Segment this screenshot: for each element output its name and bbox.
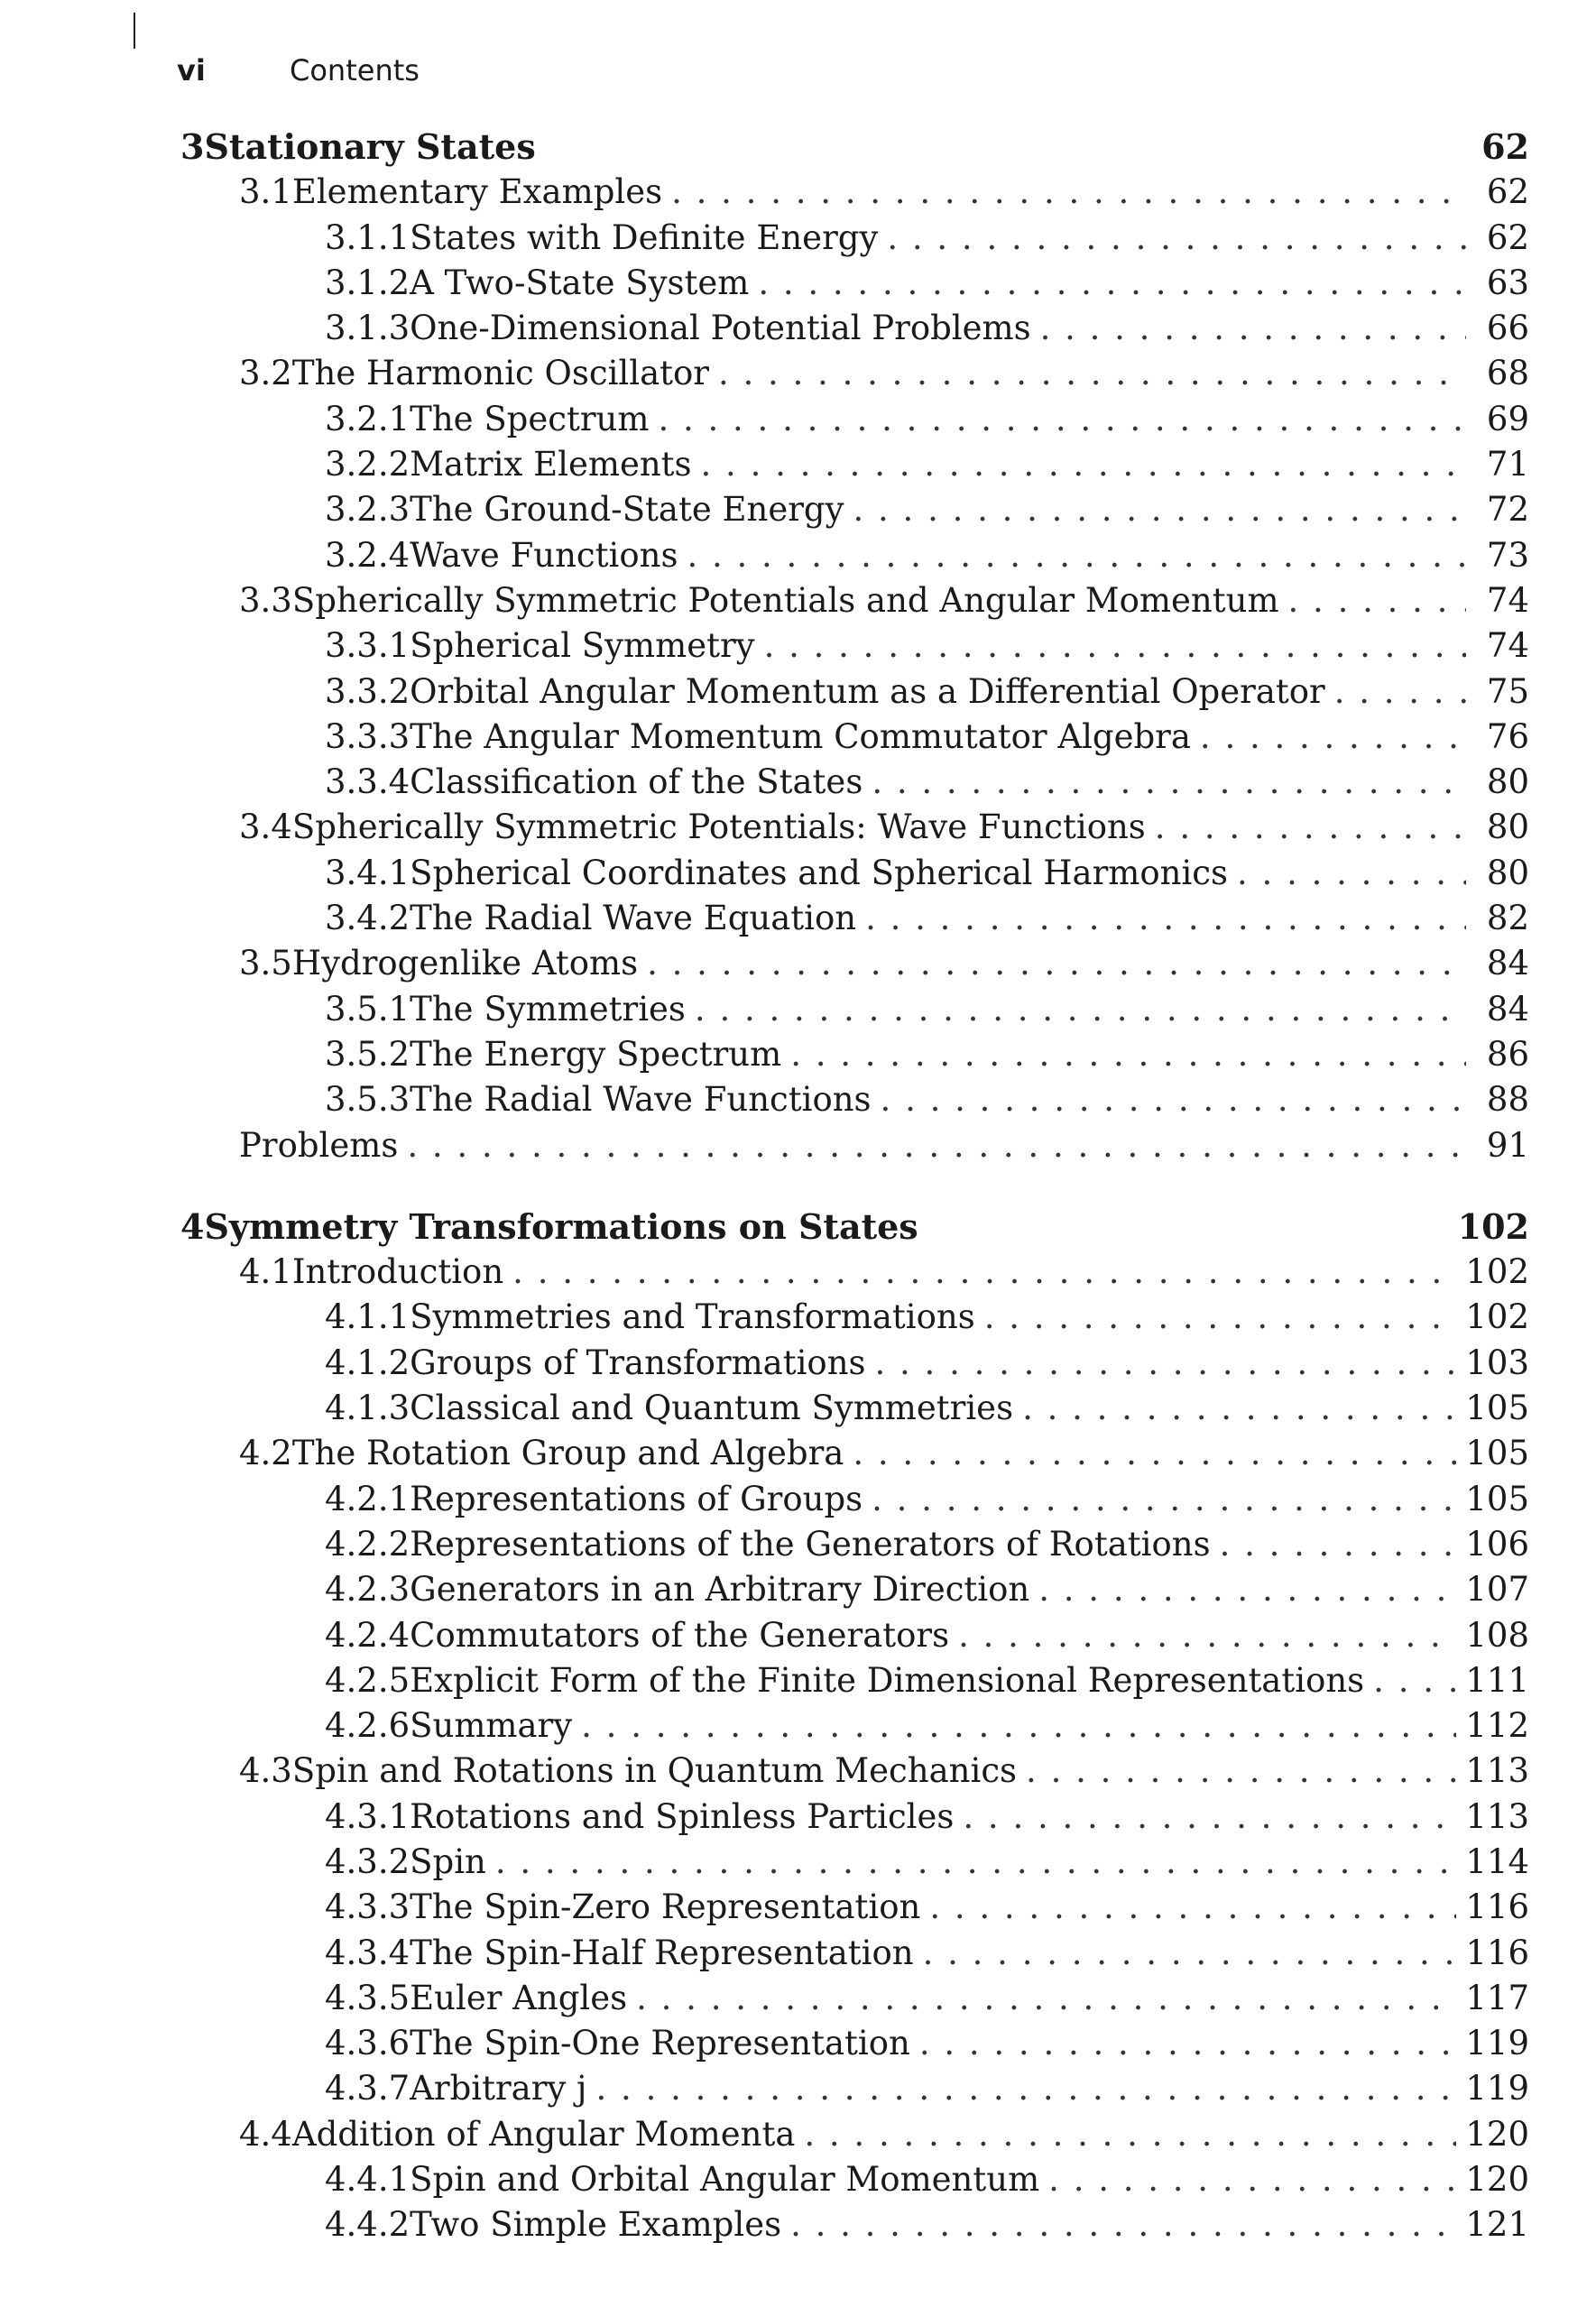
toc-entry-title: Two Simple Examples — [410, 2205, 782, 2245]
toc-entry-title: Explicit Form of the Finite Dimensional Representations — [410, 1660, 1365, 1700]
dot-leader — [872, 760, 1466, 805]
toc-entry-page: 86 — [1486, 1034, 1529, 1074]
dot-leader — [1200, 715, 1466, 760]
toc-entry-section[interactable] — [180, 170, 1529, 215]
dot-leader — [1048, 2157, 1456, 2202]
toc-entry-subsection[interactable] — [180, 306, 1529, 351]
toc-entry-subsection[interactable] — [180, 851, 1529, 896]
dot-leader — [647, 941, 1466, 986]
toc-entry-title: Rotations and Spinless Particles — [410, 1796, 955, 1836]
toc-entry-number: 3.3.1 — [325, 626, 411, 666]
dot-leader — [929, 1885, 1456, 1930]
toc-entry-subsection[interactable] — [180, 1522, 1529, 1567]
toc-entry-number: 4.1 — [239, 1252, 292, 1292]
toc-entry-subsection[interactable] — [180, 2157, 1529, 2202]
toc-entry-number: 4.3.6 — [325, 2024, 411, 2063]
toc-entry-page: 116 — [1465, 1887, 1529, 1927]
toc-entry-page: 62 — [1486, 217, 1529, 257]
toc-entry-title: A Two-State System — [410, 263, 750, 302]
toc-entry-subsection[interactable] — [180, 1032, 1529, 1077]
toc-entry-number: 4.3.4 — [325, 1933, 411, 1972]
toc-entry-title: Addition of Angular Momenta — [291, 2114, 796, 2154]
dot-leader — [875, 1341, 1457, 1386]
toc-entry-number: 3.3.2 — [325, 671, 411, 711]
toc-entry-subsection[interactable] — [180, 397, 1529, 442]
toc-entry-subsection[interactable] — [180, 1386, 1529, 1431]
toc-entry-number: 4.1.1 — [325, 1297, 411, 1337]
toc-entry-number: 4.3 — [239, 1751, 292, 1791]
toc-entry-page: 121 — [1465, 2205, 1529, 2245]
toc-entry-page: 106 — [1465, 1524, 1529, 1564]
toc-entry-page: 111 — [1465, 1660, 1529, 1700]
dot-leader — [407, 1123, 1466, 1168]
toc-entry-title: The Ground-State Energy — [410, 490, 844, 530]
toc-entry-title: Representations of the Generators of Rotations — [410, 1524, 1211, 1564]
toc-entry-title: The Radial Wave Functions — [410, 1080, 872, 1120]
toc-entry-subsection[interactable] — [180, 1840, 1529, 1885]
toc-entry-number: 3.1 — [239, 172, 292, 212]
dot-leader — [804, 2112, 1456, 2157]
toc-entry-title: Spherically Symmetric Potentials and Angular Momentum — [291, 580, 1279, 620]
toc-entry-subsection[interactable] — [180, 1976, 1529, 2021]
toc-entry-subsection[interactable] — [180, 987, 1529, 1032]
toc-entry-title: Summary — [410, 1706, 573, 1746]
toc-entry-number: 3.3.4 — [325, 762, 411, 802]
toc-entry-subsection[interactable] — [180, 896, 1529, 941]
toc-entry-number: 3.2 — [239, 354, 292, 393]
toc-entry-subsection[interactable] — [180, 669, 1529, 715]
toc-entry-number: 3.2.3 — [325, 490, 411, 530]
toc-entry-title: Hydrogenlike Atoms — [291, 944, 639, 983]
dot-leader — [872, 1477, 1456, 1522]
toc-entry-title: The Spin-Zero Representation — [410, 1887, 921, 1927]
toc-entry-number: 3 — [180, 126, 205, 167]
toc-entry-section[interactable] — [180, 941, 1529, 986]
toc-entry-subsection[interactable] — [180, 623, 1529, 669]
toc-entry-page: 119 — [1465, 2069, 1529, 2109]
toc-entry-title: Spin and Rotations in Quantum Mechanics — [291, 1751, 1018, 1791]
toc-entry-page: 73 — [1486, 535, 1529, 575]
toc-entry-number: 4.3.7 — [325, 2069, 411, 2109]
toc-entry-title: The Angular Momentum Commutator Algebra — [410, 716, 1191, 756]
toc-entry-number: 3.5.1 — [325, 989, 411, 1029]
dot-leader — [984, 1295, 1457, 1340]
toc-entry-subsection[interactable] — [180, 487, 1529, 532]
toc-entry-number: 3.3.3 — [325, 716, 411, 756]
dot-leader — [1155, 805, 1466, 850]
toc-entry-title: The Spectrum — [410, 399, 650, 438]
toc-entry-page: 72 — [1486, 490, 1529, 530]
toc-entry-section[interactable] — [180, 805, 1529, 850]
toc-entry-title: The Rotation Group and Algebra — [291, 1434, 844, 1473]
toc-entry-page: 71 — [1486, 445, 1529, 484]
toc-entry-subsection[interactable] — [180, 2021, 1529, 2066]
toc-entry-page: 68 — [1486, 354, 1529, 393]
toc-entry-subsection[interactable] — [180, 1658, 1529, 1703]
dot-leader — [581, 1703, 1456, 1749]
toc-entry-title: Stationary States — [204, 126, 536, 167]
toc-entry-page: 102 — [1465, 1252, 1529, 1292]
toc-entry-page: 80 — [1486, 807, 1529, 847]
toc-entry-title: Generators in an Arbitrary Direction — [410, 1570, 1030, 1610]
toc-entry-title: Matrix Elements — [410, 445, 692, 484]
toc-entry-title: One-Dimensional Potential Problems — [410, 309, 1031, 348]
toc-entry-title: Spin — [410, 1841, 486, 1881]
toc-entry-section[interactable] — [180, 1431, 1529, 1476]
toc-entry-page: 76 — [1486, 716, 1529, 756]
dot-leader — [695, 987, 1466, 1032]
dot-leader — [963, 1795, 1456, 1840]
toc-entry-title: Groups of Transformations — [410, 1343, 866, 1382]
toc-entry-number: 3.4 — [239, 807, 292, 847]
toc-entry-page: 105 — [1465, 1434, 1529, 1473]
dot-leader — [764, 623, 1466, 669]
toc-entry-number: 3.3 — [239, 580, 292, 620]
toc-entry-number: 4.3.2 — [325, 1841, 411, 1881]
toc-entry-number: 3.1.2 — [325, 263, 411, 302]
toc-entry-title: Elementary Examples — [291, 172, 663, 212]
dot-leader — [758, 261, 1466, 306]
toc-entry-page: 102 — [1465, 1297, 1529, 1337]
toc-entry-title: The Spin-One Representation — [410, 2024, 910, 2063]
dot-leader — [1373, 1658, 1456, 1703]
toc-entry-title: The Harmonic Oscillator — [291, 354, 709, 393]
toc-entry-title: Spherical Symmetry — [410, 626, 755, 666]
toc-entry-page: 74 — [1486, 626, 1529, 666]
toc-entry-page: 114 — [1465, 1841, 1529, 1881]
toc-entry-problems[interactable] — [180, 1123, 1529, 1168]
toc-entry-subsection[interactable] — [180, 261, 1529, 306]
toc-entry-subsection[interactable] — [180, 1931, 1529, 1976]
toc-entry-subsection[interactable] — [180, 442, 1529, 487]
dot-leader — [718, 351, 1466, 396]
toc-entry-title: The Radial Wave Equation — [410, 899, 857, 938]
toc-entry-subsection[interactable] — [180, 1477, 1529, 1522]
toc-entry-title: The Energy Spectrum — [410, 1034, 782, 1074]
toc-entry-page: 84 — [1486, 989, 1529, 1029]
toc-entry-title: Problems — [239, 1125, 399, 1165]
toc-entry-number: 4.4.2 — [325, 2205, 411, 2245]
toc-entry-number: 3.1.1 — [325, 217, 411, 257]
toc-entry-number: 4.2 — [239, 1434, 292, 1473]
toc-entry-page: 120 — [1465, 2160, 1529, 2200]
header-page-number: vi — [177, 53, 206, 88]
toc-entry-number: 3.4.2 — [325, 899, 411, 938]
toc-entry-subsection[interactable] — [180, 1613, 1529, 1658]
margin-mark — [134, 13, 135, 49]
toc-entry-title: Wave Functions — [410, 535, 678, 575]
toc-entry-chapter[interactable] — [180, 125, 1529, 170]
toc-entry-title: Classical and Quantum Symmetries — [410, 1389, 1014, 1428]
toc-entry-page: 105 — [1465, 1479, 1529, 1518]
toc-entry-page: 112 — [1465, 1706, 1529, 1746]
toc-entry-page: 75 — [1486, 671, 1529, 711]
toc-entry-title: Euler Angles — [410, 1978, 628, 2017]
toc-entry-page: 80 — [1486, 762, 1529, 802]
dot-leader — [923, 1931, 1457, 1976]
dot-leader — [790, 1032, 1466, 1077]
toc-entry-subsection[interactable] — [180, 2202, 1529, 2247]
toc-entry-number: 4.2.1 — [325, 1479, 411, 1518]
toc-entry-section[interactable] — [180, 1250, 1529, 1295]
toc-entry-page: 62 — [1486, 172, 1529, 212]
toc-entry-number: 3.5.2 — [325, 1034, 411, 1074]
toc-entry-title: Spherically Symmetric Potentials: Wave Functions — [291, 807, 1146, 847]
toc-entry-title: Commutators of the Generators — [410, 1615, 950, 1655]
dot-leader — [919, 2021, 1457, 2066]
dot-leader — [512, 1250, 1456, 1295]
toc-entry-number: 4.2.5 — [325, 1660, 411, 1700]
dot-leader — [881, 1077, 1466, 1122]
dot-leader — [887, 216, 1466, 261]
dot-leader — [790, 2202, 1456, 2247]
toc-entry-page: 74 — [1486, 580, 1529, 620]
toc-entry-number: 4.2.3 — [325, 1570, 411, 1610]
toc-entry-page: 120 — [1465, 2114, 1529, 2154]
toc-entry-subsection[interactable] — [180, 216, 1529, 261]
dot-leader — [1334, 669, 1466, 715]
toc-entry-number: 4 — [180, 1205, 205, 1247]
toc-entry-page: 113 — [1465, 1751, 1529, 1791]
toc-entry-section[interactable] — [180, 578, 1529, 623]
toc-entry-title: Symmetry Transformations on States — [204, 1205, 918, 1247]
toc-entry-title: Introduction — [291, 1252, 504, 1292]
toc-entry-page: 84 — [1486, 944, 1529, 983]
toc-entry-page: 103 — [1465, 1343, 1529, 1382]
toc-entry-page: 69 — [1486, 399, 1529, 438]
toc-entry-subsection[interactable] — [180, 1703, 1529, 1749]
toc-entry-number: 4.3.1 — [325, 1796, 411, 1836]
toc-entry-page: 88 — [1486, 1080, 1529, 1120]
toc-entry-subsection[interactable] — [180, 533, 1529, 578]
toc-entry-page: 108 — [1465, 1615, 1529, 1655]
toc-entry-subsection[interactable] — [180, 715, 1529, 760]
toc-entry-title: Representations of Groups — [410, 1479, 863, 1518]
toc-entry-section[interactable] — [180, 1749, 1529, 1794]
table-of-contents — [180, 125, 1529, 2248]
toc-entry-number: 4.2.6 — [325, 1706, 411, 1746]
toc-entry-subsection[interactable] — [180, 1567, 1529, 1612]
toc-entry-page: 91 — [1486, 1125, 1529, 1165]
toc-entry-title: The Symmetries — [410, 989, 686, 1029]
toc-entry-subsection[interactable] — [180, 1295, 1529, 1340]
dot-leader — [495, 1840, 1457, 1885]
toc-entry-number: 4.4 — [239, 2114, 292, 2154]
dot-leader — [1040, 306, 1466, 351]
dot-leader — [1288, 578, 1466, 623]
dot-leader — [701, 442, 1466, 487]
toc-entry-subsection[interactable] — [180, 1795, 1529, 1840]
toc-entry-number: 3.2.4 — [325, 535, 411, 575]
header-title: Contents — [290, 53, 420, 88]
toc-entry-page: 119 — [1465, 2024, 1529, 2063]
toc-entry-number: 3.5.3 — [325, 1080, 411, 1120]
toc-entry-page: 66 — [1486, 309, 1529, 348]
toc-entry-page: 117 — [1465, 1978, 1529, 2017]
toc-entry-title: Arbitrary j — [410, 2069, 587, 2109]
toc-entry-title: Spherical Coordinates and Spherical Harmonics — [410, 853, 1229, 892]
toc-entry-number: 4.3.5 — [325, 1978, 411, 2017]
dot-leader — [865, 896, 1466, 941]
toc-entry-number: 3.2.2 — [325, 445, 411, 484]
toc-entry-number: 4.2.4 — [325, 1615, 411, 1655]
dot-leader — [1038, 1567, 1456, 1612]
toc-entry-title: Classification of the States — [410, 762, 863, 802]
toc-entry-title: Spin and Orbital Angular Momentum — [410, 2160, 1040, 2200]
dot-leader — [1022, 1386, 1456, 1431]
toc-entry-subsection[interactable] — [180, 1077, 1529, 1122]
toc-entry-page: 105 — [1465, 1389, 1529, 1428]
dot-leader — [687, 533, 1466, 578]
toc-entry-number: 3.4.1 — [325, 853, 411, 892]
dot-leader — [671, 170, 1466, 215]
dot-leader — [853, 1431, 1456, 1476]
dot-leader — [596, 2066, 1457, 2111]
toc-entry-number: 4.4.1 — [325, 2160, 411, 2200]
toc-entry-subsection[interactable] — [180, 760, 1529, 805]
running-header — [177, 52, 420, 88]
toc-entry-subsection[interactable] — [180, 1885, 1529, 1930]
dot-leader — [658, 397, 1466, 442]
dot-leader — [636, 1976, 1456, 2021]
toc-entry-title: The Spin-Half Representation — [410, 1933, 914, 1972]
toc-entry-number: 3.2.1 — [325, 399, 411, 438]
toc-entry-number: 3.5 — [239, 944, 292, 983]
dot-leader — [1026, 1749, 1456, 1794]
toc-entry-page: 62 — [1481, 126, 1529, 167]
dot-leader — [853, 487, 1467, 532]
toc-entry-section[interactable] — [180, 351, 1529, 396]
toc-entry-number: 3.1.3 — [325, 309, 411, 348]
toc-entry-number: 4.2.2 — [325, 1524, 411, 1564]
toc-entry-number: 4.1.2 — [325, 1343, 411, 1382]
toc-entry-page: 82 — [1486, 899, 1529, 938]
toc-entry-section[interactable] — [180, 2112, 1529, 2157]
dot-leader — [1220, 1522, 1457, 1567]
toc-entry-page: 116 — [1465, 1933, 1529, 1972]
toc-entry-page: 80 — [1486, 853, 1529, 892]
toc-entry-subsection[interactable] — [180, 2066, 1529, 2111]
toc-entry-number: 4.1.3 — [325, 1389, 411, 1428]
toc-entry-number: 4.3.3 — [325, 1887, 411, 1927]
toc-entry-title: States with Definite Energy — [410, 217, 879, 257]
toc-entry-subsection[interactable] — [180, 1341, 1529, 1386]
toc-entry-page: 63 — [1486, 263, 1529, 302]
toc-entry-chapter[interactable] — [180, 1204, 1529, 1250]
dot-leader — [958, 1613, 1456, 1658]
toc-entry-title: Symmetries and Transformations — [410, 1297, 975, 1337]
toc-entry-page: 107 — [1465, 1570, 1529, 1610]
toc-entry-page: 102 — [1457, 1205, 1529, 1247]
toc-entry-page: 113 — [1465, 1796, 1529, 1836]
toc-entry-title: Orbital Angular Momentum as a Differential Operator — [410, 671, 1325, 711]
dot-leader — [1237, 851, 1466, 896]
